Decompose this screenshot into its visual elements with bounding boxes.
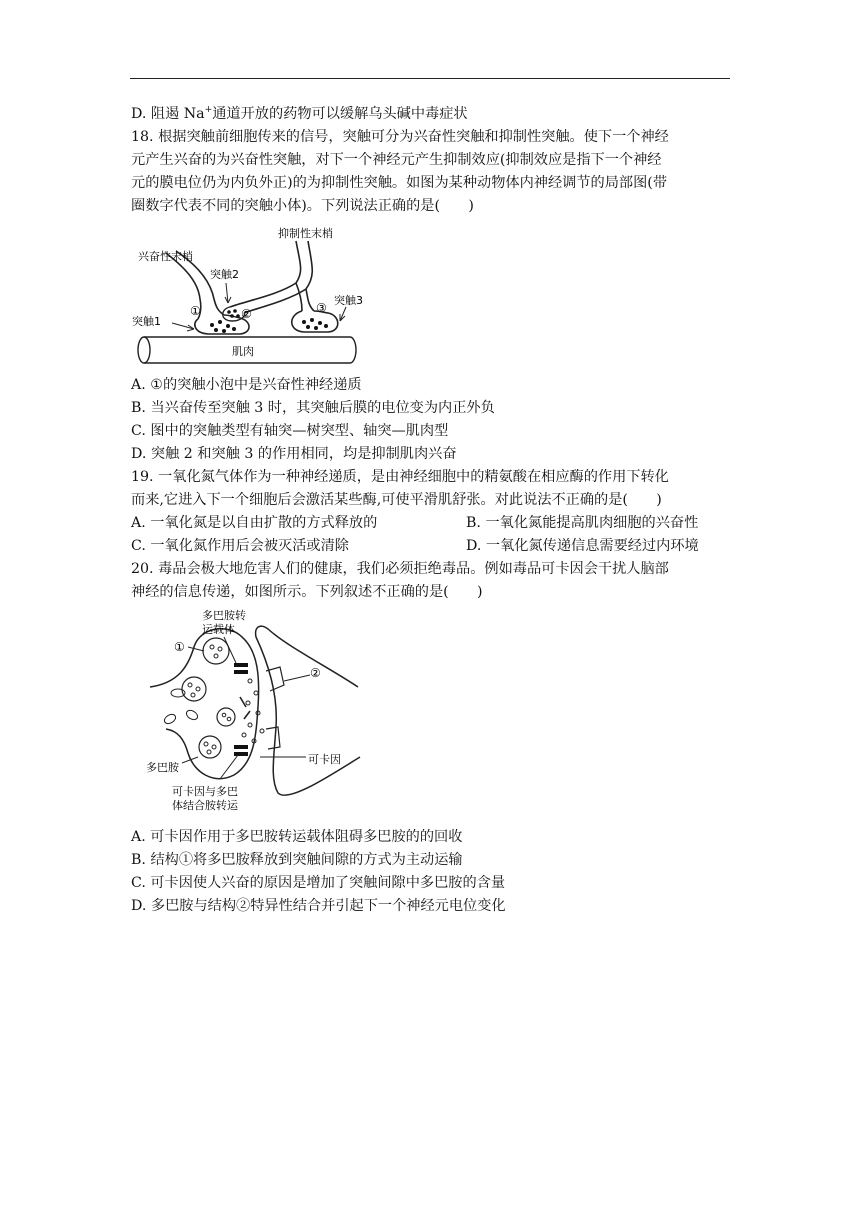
q20-dopamine-figure [138,607,363,817]
label-synapse3: 突触3 [334,294,363,307]
label-synapse2: 突触2 [210,268,239,281]
q18-synapse-figure [128,223,373,370]
q18-stem-line-2: 元产生兴奋的为兴奋性突触，对下一个神经元产生抑制效应(抑制效应是指下一个神经 [131,152,662,168]
inhibitory-branch-right [306,289,314,311]
q20-option-a: A. 可卡因作用于多巴胺转运载体阻碍多巴胺的的回收 [131,829,463,845]
q18-option-a: A. ①的突触小泡中是兴奋性神经递质 [131,377,362,393]
label-bound-line1: 可卡因与多巴 [172,785,238,798]
q20-option-d: D. 多巴胺与结构②特异性结合并引起下一个神经元电位变化 [131,898,506,914]
transporter-bottom [234,745,248,749]
label-circle-3: ③ [316,301,327,315]
postsynaptic-membrane [256,626,360,795]
label-bound-line2: 体结合胺转运 [172,799,238,812]
receptor-bottom [266,727,280,749]
vesicle [203,638,229,664]
label-cocaine: 可卡因 [308,753,341,766]
q19-option-c: C. 一氧化氮作用后会被灭活或清除 [131,538,349,554]
q19-option-d: D. 一氧化氮传递信息需要经过内环境 [466,538,699,554]
q19-stem-line-2: 而来,它进入下一个细胞后会激活某些酶,可使平滑肌舒张。对此说法不正确的是( ) [131,492,662,508]
label-dopamine: 多巴胺 [146,761,179,774]
label-excitatory-terminal: 兴奋性末梢 [138,250,193,263]
label-structure-1: ① [174,640,185,654]
q19-option-a: A. 一氧化氮是以自由扩散的方式释放的 [131,515,378,531]
transporter-top [234,663,248,667]
vesicle [199,736,221,758]
q20-option-c: C. 可卡因使人兴奋的原因是增加了突触间隙中多巴胺的含量 [131,875,506,891]
q20-stem-line-2: 神经的信息传递，如图所示。下列叙述不正确的是( ) [131,584,483,600]
label-circle-1: ① [190,304,201,318]
label-transporter-line2: 运载体 [202,623,235,636]
label-structure-2: ② [310,666,321,680]
q20-stem-line-1: 20. 毒品会极大地危害人们的健康，我们必须拒绝毒品。例如毒品可卡因会干扰人脑部 [131,561,669,577]
label-inhibitory-terminal: 抑制性末梢 [278,227,333,240]
q19-option-b: B. 一氧化氮能提高肌肉细胞的兴奋性 [466,515,699,531]
q20-option-b: B. 结构①将多巴胺释放到突触间隙的方式为主动运输 [131,852,463,868]
q18-option-b: B. 当兴奋传至突触 3 时，其突触后膜的电位变为内正外负 [131,400,495,416]
vesicle [217,708,235,726]
q18-option-d: D. 突触 2 和突触 3 的作用相同，均是抑制肌肉兴奋 [131,446,457,462]
vesicle [182,677,206,701]
q17-option-d: D. 阻遏 Na+通道开放的药物可以缓解乌头碱中毒症状 [131,105,468,122]
label-transporter-line1: 多巴胺转 [202,609,246,622]
q18-stem-line-3: 元的膜电位仍为内负外正)的为抑制性突触。如图为某种动物体内神经调节的局部图(带 [131,175,668,191]
label-muscle: 肌肉 [232,345,254,358]
q18-stem-line-4: 圈数字代表不同的突触小体)。下列说法正确的是( ) [131,198,474,214]
q18-option-c: C. 图中的突触类型有轴突—树突型、轴突—肌肉型 [131,423,449,439]
q19-stem-line-1: 19. 一氧化氮气体作为一种神经递质，是由神经细胞中的精氨酸在相应酶的作用下转化 [131,469,669,485]
label-circle-2: ② [241,307,252,321]
receptor-top [266,667,284,691]
q18-stem-line-1: 18. 根据突触前细胞传来的信号，突触可分为兴奋性突触和抑制性突触。使下一个神经 [131,129,669,145]
header-rule [130,78,730,79]
label-synapse1: 突触1 [132,315,161,328]
